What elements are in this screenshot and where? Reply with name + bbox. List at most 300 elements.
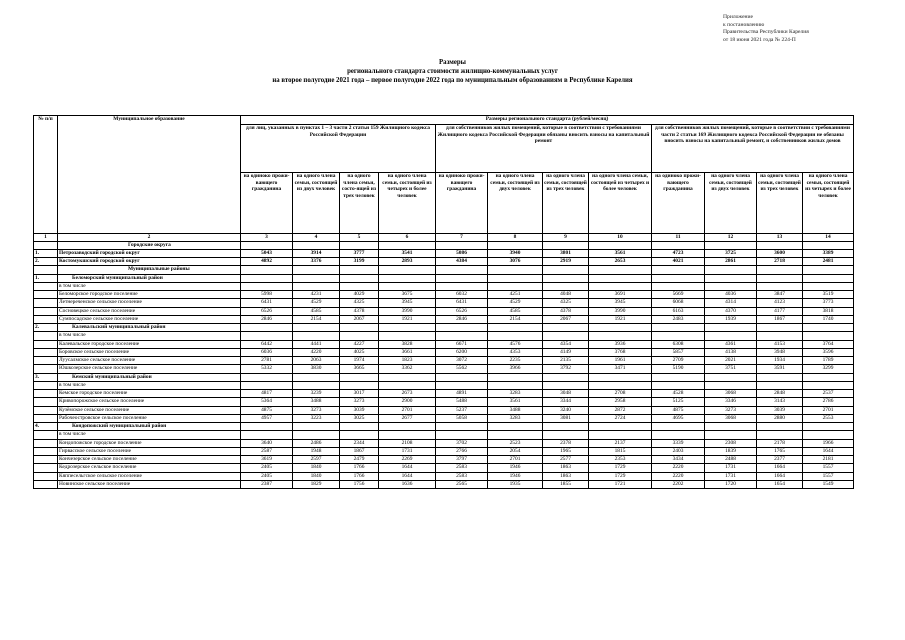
value-cell: 2537 xyxy=(803,390,854,398)
district-name: Кемский муниципальный район xyxy=(58,373,241,381)
value-cell: 6526 xyxy=(436,307,488,315)
table-row xyxy=(34,340,854,348)
value-cell: 2154 xyxy=(488,315,543,323)
value-cell: 4025 xyxy=(340,348,379,356)
row-number: 1. xyxy=(34,249,58,257)
value-cell xyxy=(803,431,854,439)
value-cell: 1934 xyxy=(757,357,803,365)
value-cell: 4378 xyxy=(543,307,589,315)
table-row xyxy=(34,414,854,422)
value-cell: 5998 xyxy=(241,291,293,299)
value-cell: 6200 xyxy=(436,348,488,356)
value-cell: 3945 xyxy=(379,299,436,307)
value-cell xyxy=(379,324,436,332)
value-cell: 2587 xyxy=(241,447,293,455)
value-cell: 1729 xyxy=(589,464,652,472)
value-cell: 2786 xyxy=(803,398,854,406)
row-number xyxy=(34,447,58,455)
column-number: 5 xyxy=(340,234,379,242)
value-cell: 3640 xyxy=(241,439,293,447)
row-number xyxy=(34,472,58,480)
value-cell xyxy=(757,381,803,389)
value-cell xyxy=(757,423,803,431)
row-number xyxy=(34,348,58,356)
value-cell: 3389 xyxy=(803,249,854,257)
table-row xyxy=(34,365,854,373)
subheader-col-14: на одного члена семьи, состоящей из четырех и более человек xyxy=(803,173,854,234)
value-cell: 3048 xyxy=(543,390,589,398)
value-cell: 3665 xyxy=(340,365,379,373)
title-line: Размеры xyxy=(439,59,466,66)
value-cell: 4891 xyxy=(436,390,488,398)
value-cell xyxy=(803,274,854,282)
value-cell: 4138 xyxy=(705,348,757,356)
value-cell: 2577 xyxy=(543,456,589,464)
value-cell: 4048 xyxy=(543,291,589,299)
table-row xyxy=(34,423,854,431)
value-cell xyxy=(705,241,757,249)
column-number: 2 xyxy=(58,234,241,242)
subheader-col-6: на одного члена семьи, состоящей из четырех и более человек xyxy=(379,173,436,234)
value-cell: 2919 xyxy=(543,258,589,266)
value-cell xyxy=(488,266,543,274)
table-row xyxy=(34,381,854,389)
municipality-name: Кривопорожское сельское поселение xyxy=(58,398,241,406)
value-cell: 2861 xyxy=(705,258,757,266)
value-cell xyxy=(379,241,436,249)
value-cell xyxy=(436,332,488,340)
row-number xyxy=(34,365,58,373)
table-row xyxy=(34,274,854,282)
value-cell: 5562 xyxy=(436,365,488,373)
header-group-1: для лиц, указанных в пунктах 1 – 3 части 2 статьи 159 Жилищного кодекса Российской Федерации xyxy=(241,125,436,173)
table-row xyxy=(34,299,854,307)
value-cell xyxy=(652,431,705,439)
value-cell xyxy=(705,423,757,431)
value-cell: 4695 xyxy=(652,414,705,422)
value-cell xyxy=(757,282,803,290)
header-num: № п/п xyxy=(34,116,58,234)
value-cell: 4220 xyxy=(293,348,340,356)
table-row xyxy=(34,390,854,398)
row-number: 4. xyxy=(34,423,58,431)
value-cell: 2137 xyxy=(589,439,652,447)
subheader-col-10: на одного члена семьи, состоящей из четырех и более человек xyxy=(589,173,652,234)
value-cell: 3223 xyxy=(293,414,340,422)
value-cell: 2135 xyxy=(543,357,589,365)
value-cell: 4585 xyxy=(488,307,543,315)
column-number: 9 xyxy=(543,234,589,242)
value-cell: 4528 xyxy=(652,390,705,398)
value-cell xyxy=(543,332,589,340)
value-cell: 2597 xyxy=(293,456,340,464)
value-cell: 2220 xyxy=(652,472,705,480)
municipality-name: Рабочеостровское сельское поселение xyxy=(58,414,241,422)
value-cell xyxy=(241,423,293,431)
table-row xyxy=(34,373,854,381)
value-cell: 1720 xyxy=(705,480,757,488)
value-cell xyxy=(543,241,589,249)
municipality-name: Костомукшский городской округ xyxy=(58,258,241,266)
section-title: Муниципальные районы xyxy=(58,266,241,274)
value-cell: 5237 xyxy=(436,406,488,414)
value-cell xyxy=(488,332,543,340)
value-cell: 1921 xyxy=(379,315,436,323)
value-cell: 2378 xyxy=(543,439,589,447)
value-cell: 2308 xyxy=(705,439,757,447)
value-cell xyxy=(436,241,488,249)
value-cell xyxy=(543,282,589,290)
value-cell: 5488 xyxy=(436,398,488,406)
value-cell: 3344 xyxy=(543,398,589,406)
value-cell: 3273 xyxy=(340,398,379,406)
subheader-col-9: на одного члена семьи, состоящей из трех человек xyxy=(543,173,589,234)
value-cell: 2269 xyxy=(379,456,436,464)
value-cell: 2377 xyxy=(757,456,803,464)
value-cell: 3914 xyxy=(293,249,340,257)
value-cell: 4875 xyxy=(241,406,293,414)
value-cell: 2387 xyxy=(241,480,293,488)
value-cell: 6671 xyxy=(436,340,488,348)
value-cell: 4957 xyxy=(241,414,293,422)
value-cell: 3362 xyxy=(379,365,436,373)
value-cell: 3768 xyxy=(589,348,652,356)
column-number: 14 xyxy=(803,234,854,242)
title-line: на второе полугодие 2021 года – первое полугодие 2022 года по муниципальным образованиям в Республике Карелия xyxy=(272,77,633,84)
row-label: в том числе xyxy=(58,332,241,340)
value-cell xyxy=(543,423,589,431)
table-row xyxy=(34,472,854,480)
value-cell xyxy=(340,266,379,274)
subheader-col-3: на одиноко прожи-вающего гражданина xyxy=(241,173,293,234)
appendix-line: к постановлению xyxy=(723,21,765,28)
value-cell: 3725 xyxy=(705,249,757,257)
value-cell: 4021 xyxy=(652,258,705,266)
document-title xyxy=(0,58,905,85)
value-cell: 4251 xyxy=(488,291,543,299)
table-row xyxy=(34,357,854,365)
value-cell: 3017 xyxy=(340,390,379,398)
column-number: 6 xyxy=(379,234,436,242)
value-cell: 3751 xyxy=(705,365,757,373)
value-cell: 2677 xyxy=(379,414,436,422)
value-cell xyxy=(293,423,340,431)
value-cell: 3376 xyxy=(293,258,340,266)
value-cell: 2181 xyxy=(803,456,854,464)
appendix-line: Приложение xyxy=(723,14,754,20)
row-number: 3. xyxy=(34,373,58,381)
value-cell: 6442 xyxy=(241,340,293,348)
value-cell xyxy=(293,282,340,290)
value-cell xyxy=(757,332,803,340)
value-cell: 1839 xyxy=(705,447,757,455)
value-cell xyxy=(293,274,340,282)
value-cell: 5086 xyxy=(436,249,488,257)
row-label: в том числе xyxy=(58,431,241,439)
value-cell: 2724 xyxy=(589,414,652,422)
value-cell: 1789 xyxy=(803,357,854,365)
column-number: 4 xyxy=(293,234,340,242)
value-cell: 1721 xyxy=(589,480,652,488)
value-cell: 6163 xyxy=(652,307,705,315)
value-cell: 1974 xyxy=(340,357,379,365)
value-cell: 1863 xyxy=(543,464,589,472)
value-cell: 2405 xyxy=(241,472,293,480)
value-cell: 1965 xyxy=(543,447,589,455)
value-cell xyxy=(652,373,705,381)
value-cell: 1966 xyxy=(803,439,854,447)
value-cell xyxy=(757,324,803,332)
value-cell xyxy=(340,431,379,439)
value-cell: 2553 xyxy=(803,414,854,422)
value-cell: 2486 xyxy=(293,439,340,447)
value-cell: 2523 xyxy=(488,439,543,447)
value-cell: 1946 xyxy=(488,464,543,472)
value-cell: 1829 xyxy=(293,480,340,488)
value-cell xyxy=(543,431,589,439)
value-cell: 6431 xyxy=(241,299,293,307)
value-cell xyxy=(379,431,436,439)
value-cell: 3519 xyxy=(803,291,854,299)
value-cell: 3283 xyxy=(488,390,543,398)
value-cell: 3346 xyxy=(705,398,757,406)
value-cell: 1636 xyxy=(379,480,436,488)
value-cell: 3966 xyxy=(488,365,543,373)
value-cell: 1766 xyxy=(340,472,379,480)
value-cell: 1867 xyxy=(340,447,379,455)
municipality-name: Кемское городское поселение xyxy=(58,390,241,398)
value-cell: 1557 xyxy=(803,472,854,480)
value-cell: 2565 xyxy=(436,480,488,488)
value-cell: 4149 xyxy=(543,348,589,356)
value-cell xyxy=(589,274,652,282)
value-cell xyxy=(241,332,293,340)
row-number: 2. xyxy=(34,258,58,266)
value-cell: 2108 xyxy=(379,439,436,447)
value-cell: 3488 xyxy=(488,406,543,414)
value-cell: 4723 xyxy=(652,249,705,257)
value-cell: 4361 xyxy=(705,340,757,348)
municipality-name: Кедрозерское сельское поселение xyxy=(58,464,241,472)
value-cell: 3945 xyxy=(589,299,652,307)
value-cell: 4384 xyxy=(436,258,488,266)
value-cell: 2958 xyxy=(589,398,652,406)
row-number xyxy=(34,307,58,315)
value-cell xyxy=(436,431,488,439)
table-row xyxy=(34,266,854,274)
value-cell xyxy=(379,282,436,290)
value-cell xyxy=(436,381,488,389)
value-cell xyxy=(543,324,589,332)
value-cell: 3199 xyxy=(340,258,379,266)
value-cell xyxy=(379,373,436,381)
value-cell: 2846 xyxy=(436,315,488,323)
value-cell: 2673 xyxy=(379,390,436,398)
row-number xyxy=(34,315,58,323)
table-row xyxy=(34,307,854,315)
value-cell: 1935 xyxy=(488,480,543,488)
table-row xyxy=(34,348,854,356)
value-cell xyxy=(803,282,854,290)
municipality-name: Петрозаводский городской округ xyxy=(58,249,241,257)
table-row xyxy=(34,282,854,290)
value-cell: 3619 xyxy=(241,456,293,464)
value-cell: 2235 xyxy=(488,357,543,365)
value-cell: 2653 xyxy=(589,258,652,266)
value-cell xyxy=(340,423,379,431)
value-cell xyxy=(543,274,589,282)
value-cell: 1939 xyxy=(705,315,757,323)
value-cell xyxy=(293,431,340,439)
value-cell: 3541 xyxy=(379,249,436,257)
value-cell xyxy=(293,324,340,332)
value-cell: 2202 xyxy=(652,480,705,488)
value-cell xyxy=(652,241,705,249)
value-cell xyxy=(241,241,293,249)
value-cell xyxy=(488,324,543,332)
value-cell xyxy=(652,423,705,431)
column-number: 1 xyxy=(34,234,58,242)
value-cell: 3990 xyxy=(589,307,652,315)
subheader-col-11: на одиноко прожи-вающего гражданина xyxy=(652,173,705,234)
value-cell: 4441 xyxy=(293,340,340,348)
value-cell xyxy=(652,282,705,290)
value-cell xyxy=(803,266,854,274)
value-cell xyxy=(340,373,379,381)
value-cell: 5043 xyxy=(241,249,293,257)
value-cell xyxy=(379,266,436,274)
subheader-col-8: на одного члена семьи, состоящей из двух человек xyxy=(488,173,543,234)
row-number xyxy=(34,299,58,307)
value-cell xyxy=(543,381,589,389)
value-cell: 1867 xyxy=(757,315,803,323)
value-cell: 2344 xyxy=(340,439,379,447)
value-cell: 1840 xyxy=(293,472,340,480)
value-cell: 2405 xyxy=(241,464,293,472)
value-cell: 3675 xyxy=(379,291,436,299)
value-cell: 4529 xyxy=(488,299,543,307)
value-cell: 5669 xyxy=(652,291,705,299)
header-group-2: для собственников жилых помещений, которые в соответствии с требованиями Жилищного кодекса Российской Федерации обязаны вносить взносы на капитальный ремонт xyxy=(436,125,652,173)
municipality-name: Сосновецкое сельское поселение xyxy=(58,307,241,315)
value-cell: 1765 xyxy=(757,447,803,455)
value-cell: 3072 xyxy=(436,357,488,365)
value-cell: 5332 xyxy=(241,365,293,373)
value-cell xyxy=(488,381,543,389)
value-cell: 4036 xyxy=(705,291,757,299)
value-cell xyxy=(293,373,340,381)
value-cell: 2488 xyxy=(705,456,757,464)
value-cell: 3600 xyxy=(757,249,803,257)
value-cell xyxy=(340,381,379,389)
value-cell xyxy=(705,266,757,274)
value-cell xyxy=(436,423,488,431)
value-cell: 3273 xyxy=(705,406,757,414)
table-row xyxy=(34,439,854,447)
row-number: 2. xyxy=(34,324,58,332)
value-cell xyxy=(340,274,379,282)
value-cell: 3039 xyxy=(757,406,803,414)
value-cell xyxy=(241,373,293,381)
row-number xyxy=(34,464,58,472)
value-cell: 6036 xyxy=(241,348,293,356)
row-number xyxy=(34,480,58,488)
municipality-name: Юшкозерское сельское поселение xyxy=(58,365,241,373)
value-cell: 1549 xyxy=(803,480,854,488)
value-cell xyxy=(757,266,803,274)
row-number xyxy=(34,414,58,422)
municipality-name: Беломорское городское поселение xyxy=(58,291,241,299)
value-cell: 3702 xyxy=(436,439,488,447)
value-cell xyxy=(241,274,293,282)
value-cell: 1729 xyxy=(589,472,652,480)
value-cell xyxy=(705,274,757,282)
table-row xyxy=(34,406,854,414)
value-cell: 5857 xyxy=(652,348,705,356)
value-cell: 3828 xyxy=(379,340,436,348)
value-cell: 2880 xyxy=(757,414,803,422)
appendix-line: от 18 июня 2021 года № 224-П xyxy=(723,36,796,43)
header-group-3: для собственников жилых помещений, которые в соответствии с требованиями части 2 статьи 169 Жилищного кодекса Российской Федерации не обязаны вносить взносы на капитальный ремонт, и собственников жилых домов xyxy=(652,125,854,173)
municipality-name: Новинское сельское поселение xyxy=(58,480,241,488)
value-cell xyxy=(803,373,854,381)
value-cell: 2154 xyxy=(293,315,340,323)
value-cell xyxy=(293,266,340,274)
value-cell xyxy=(757,274,803,282)
value-cell: 2701 xyxy=(803,406,854,414)
row-number xyxy=(34,406,58,414)
value-cell: 5058 xyxy=(436,414,488,422)
value-cell: 4029 xyxy=(340,291,379,299)
value-cell: 1731 xyxy=(379,447,436,455)
value-cell xyxy=(241,381,293,389)
table-row xyxy=(34,332,854,340)
value-cell xyxy=(705,324,757,332)
value-cell: 1823 xyxy=(379,357,436,365)
value-cell: 1961 xyxy=(589,357,652,365)
value-cell: 6526 xyxy=(241,307,293,315)
row-number-cell xyxy=(34,332,58,340)
header-municipality: Муниципальное образование xyxy=(58,116,241,234)
value-cell xyxy=(293,381,340,389)
value-cell: 3561 xyxy=(488,398,543,406)
value-cell: 4817 xyxy=(241,390,293,398)
standard-table xyxy=(33,115,854,489)
value-cell xyxy=(488,423,543,431)
value-cell: 3273 xyxy=(293,406,340,414)
value-cell: 4123 xyxy=(757,299,803,307)
row-number xyxy=(34,357,58,365)
row-number xyxy=(34,340,58,348)
value-cell: 3773 xyxy=(803,299,854,307)
value-cell xyxy=(488,431,543,439)
value-cell: 1863 xyxy=(543,472,589,480)
municipality-name: Кузёмское сельское поселение xyxy=(58,406,241,414)
value-cell: 3283 xyxy=(488,414,543,422)
value-cell xyxy=(803,241,854,249)
value-cell: 2781 xyxy=(241,357,293,365)
value-cell xyxy=(589,381,652,389)
value-cell: 1756 xyxy=(340,480,379,488)
value-cell xyxy=(803,381,854,389)
subheader-col-12: на одного члена семьи, состоящей из двух человек xyxy=(705,173,757,234)
value-cell: 3239 xyxy=(293,390,340,398)
value-cell xyxy=(436,282,488,290)
value-cell: 3801 xyxy=(543,249,589,257)
appendix-note xyxy=(723,14,809,44)
value-cell xyxy=(241,431,293,439)
value-cell: 1664 xyxy=(757,464,803,472)
